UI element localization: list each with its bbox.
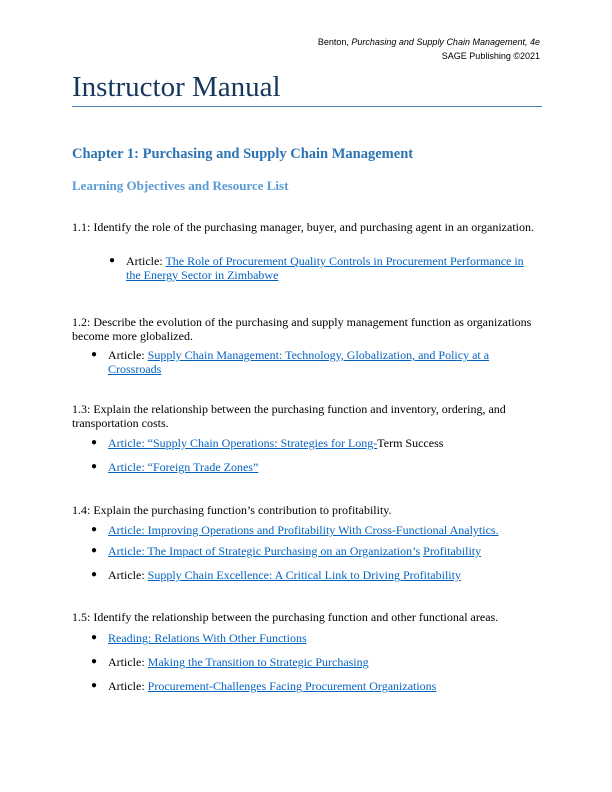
article-link[interactable]: Article: “Supply Chain Operations: Strategies for Long- <box>108 436 378 450</box>
bullet-icon: ● <box>91 545 98 556</box>
objective-1-5: 1.5: Identify the relationship between the purchasing function and other functional areas. <box>72 610 499 624</box>
header-book-title: Purchasing and Supply Chain Management, 4e <box>351 37 540 47</box>
article-link-cont[interactable]: the Energy Sector in Zimbabwe <box>126 268 279 282</box>
document-title: Instructor Manual <box>72 70 542 107</box>
chapter-heading: Chapter 1: Purchasing and Supply Chain Management <box>72 146 414 162</box>
reading-link[interactable]: Reading: Relations With Other Functions <box>108 631 307 645</box>
list-item <box>91 568 461 582</box>
article-link-cont[interactable]: Crossroads <box>108 362 162 376</box>
bullet-icon: ● <box>91 524 98 535</box>
article-link[interactable]: Article: “Foreign Trade Zones” <box>108 460 259 474</box>
objective-1-3 <box>72 402 542 430</box>
article-link-cont[interactable]: Profitability <box>423 544 482 558</box>
bullet-icon: ● <box>91 461 98 472</box>
item-suffix: Term Success <box>377 436 444 450</box>
item-prefix: Article: <box>108 679 148 693</box>
objective-text: 1.3: Explain the relationship between the purchasing function and inventory, ordering, and <box>72 402 506 416</box>
bullet-icon: ● <box>109 255 116 266</box>
objective-1-1: 1.1: Identify the role of the purchasing manager, buyer, and purchasing agent in an organization. <box>72 220 534 234</box>
running-header <box>318 35 540 63</box>
list-item <box>91 679 437 693</box>
objective-1-2 <box>72 315 542 343</box>
article-link[interactable]: Procurement-Challenges Facing Procurement Organizations <box>147 679 437 693</box>
list-item <box>91 523 499 537</box>
article-link[interactable]: Supply Chain Management: Technology, Globalization, and Policy at a <box>147 348 490 362</box>
objective-text: 1.2: Describe the evolution of the purchasing and supply management function as organizations <box>72 315 532 329</box>
list-item <box>91 655 369 669</box>
list-item <box>91 544 482 558</box>
article-link[interactable]: Article: The Impact of Strategic Purchasing on an Organization’s <box>108 544 421 558</box>
article-link[interactable]: The Role of Procurement Quality Controls in Procurement Performance in <box>165 254 524 268</box>
bullet-icon: ● <box>91 349 98 360</box>
bullet-icon: ● <box>91 680 98 691</box>
item-prefix: Article: <box>108 348 148 362</box>
section-subheading: Learning Objectives and Resource List <box>72 178 289 193</box>
bullet-icon: ● <box>91 437 98 448</box>
article-link[interactable]: Making the Transition to Strategic Purchasing <box>147 655 369 669</box>
item-prefix: Article: <box>108 568 148 582</box>
list-item <box>91 436 444 450</box>
bullet-icon: ● <box>91 656 98 667</box>
list-item <box>91 460 259 474</box>
header-author: Benton, <box>317 37 352 47</box>
list-item <box>109 254 536 282</box>
header-publisher: SAGE Publishing ©2021 <box>441 51 540 61</box>
item-prefix: Article: <box>108 655 148 669</box>
item-prefix: Article: <box>126 254 166 268</box>
bullet-icon: ● <box>91 632 98 643</box>
list-item <box>91 631 307 645</box>
article-link[interactable]: Article: Improving Operations and Profitability With Cross-Functional Analytics. <box>108 523 499 537</box>
objective-text-cont: become more globalized. <box>72 329 193 343</box>
bullet-icon: ● <box>91 569 98 580</box>
article-link[interactable]: Supply Chain Excellence: A Critical Link to Driving Profitability <box>147 568 461 582</box>
objective-text-cont: transportation costs. <box>72 416 169 430</box>
list-item <box>91 348 528 376</box>
objective-1-4: 1.4: Explain the purchasing function’s contribution to profitability. <box>72 503 392 517</box>
